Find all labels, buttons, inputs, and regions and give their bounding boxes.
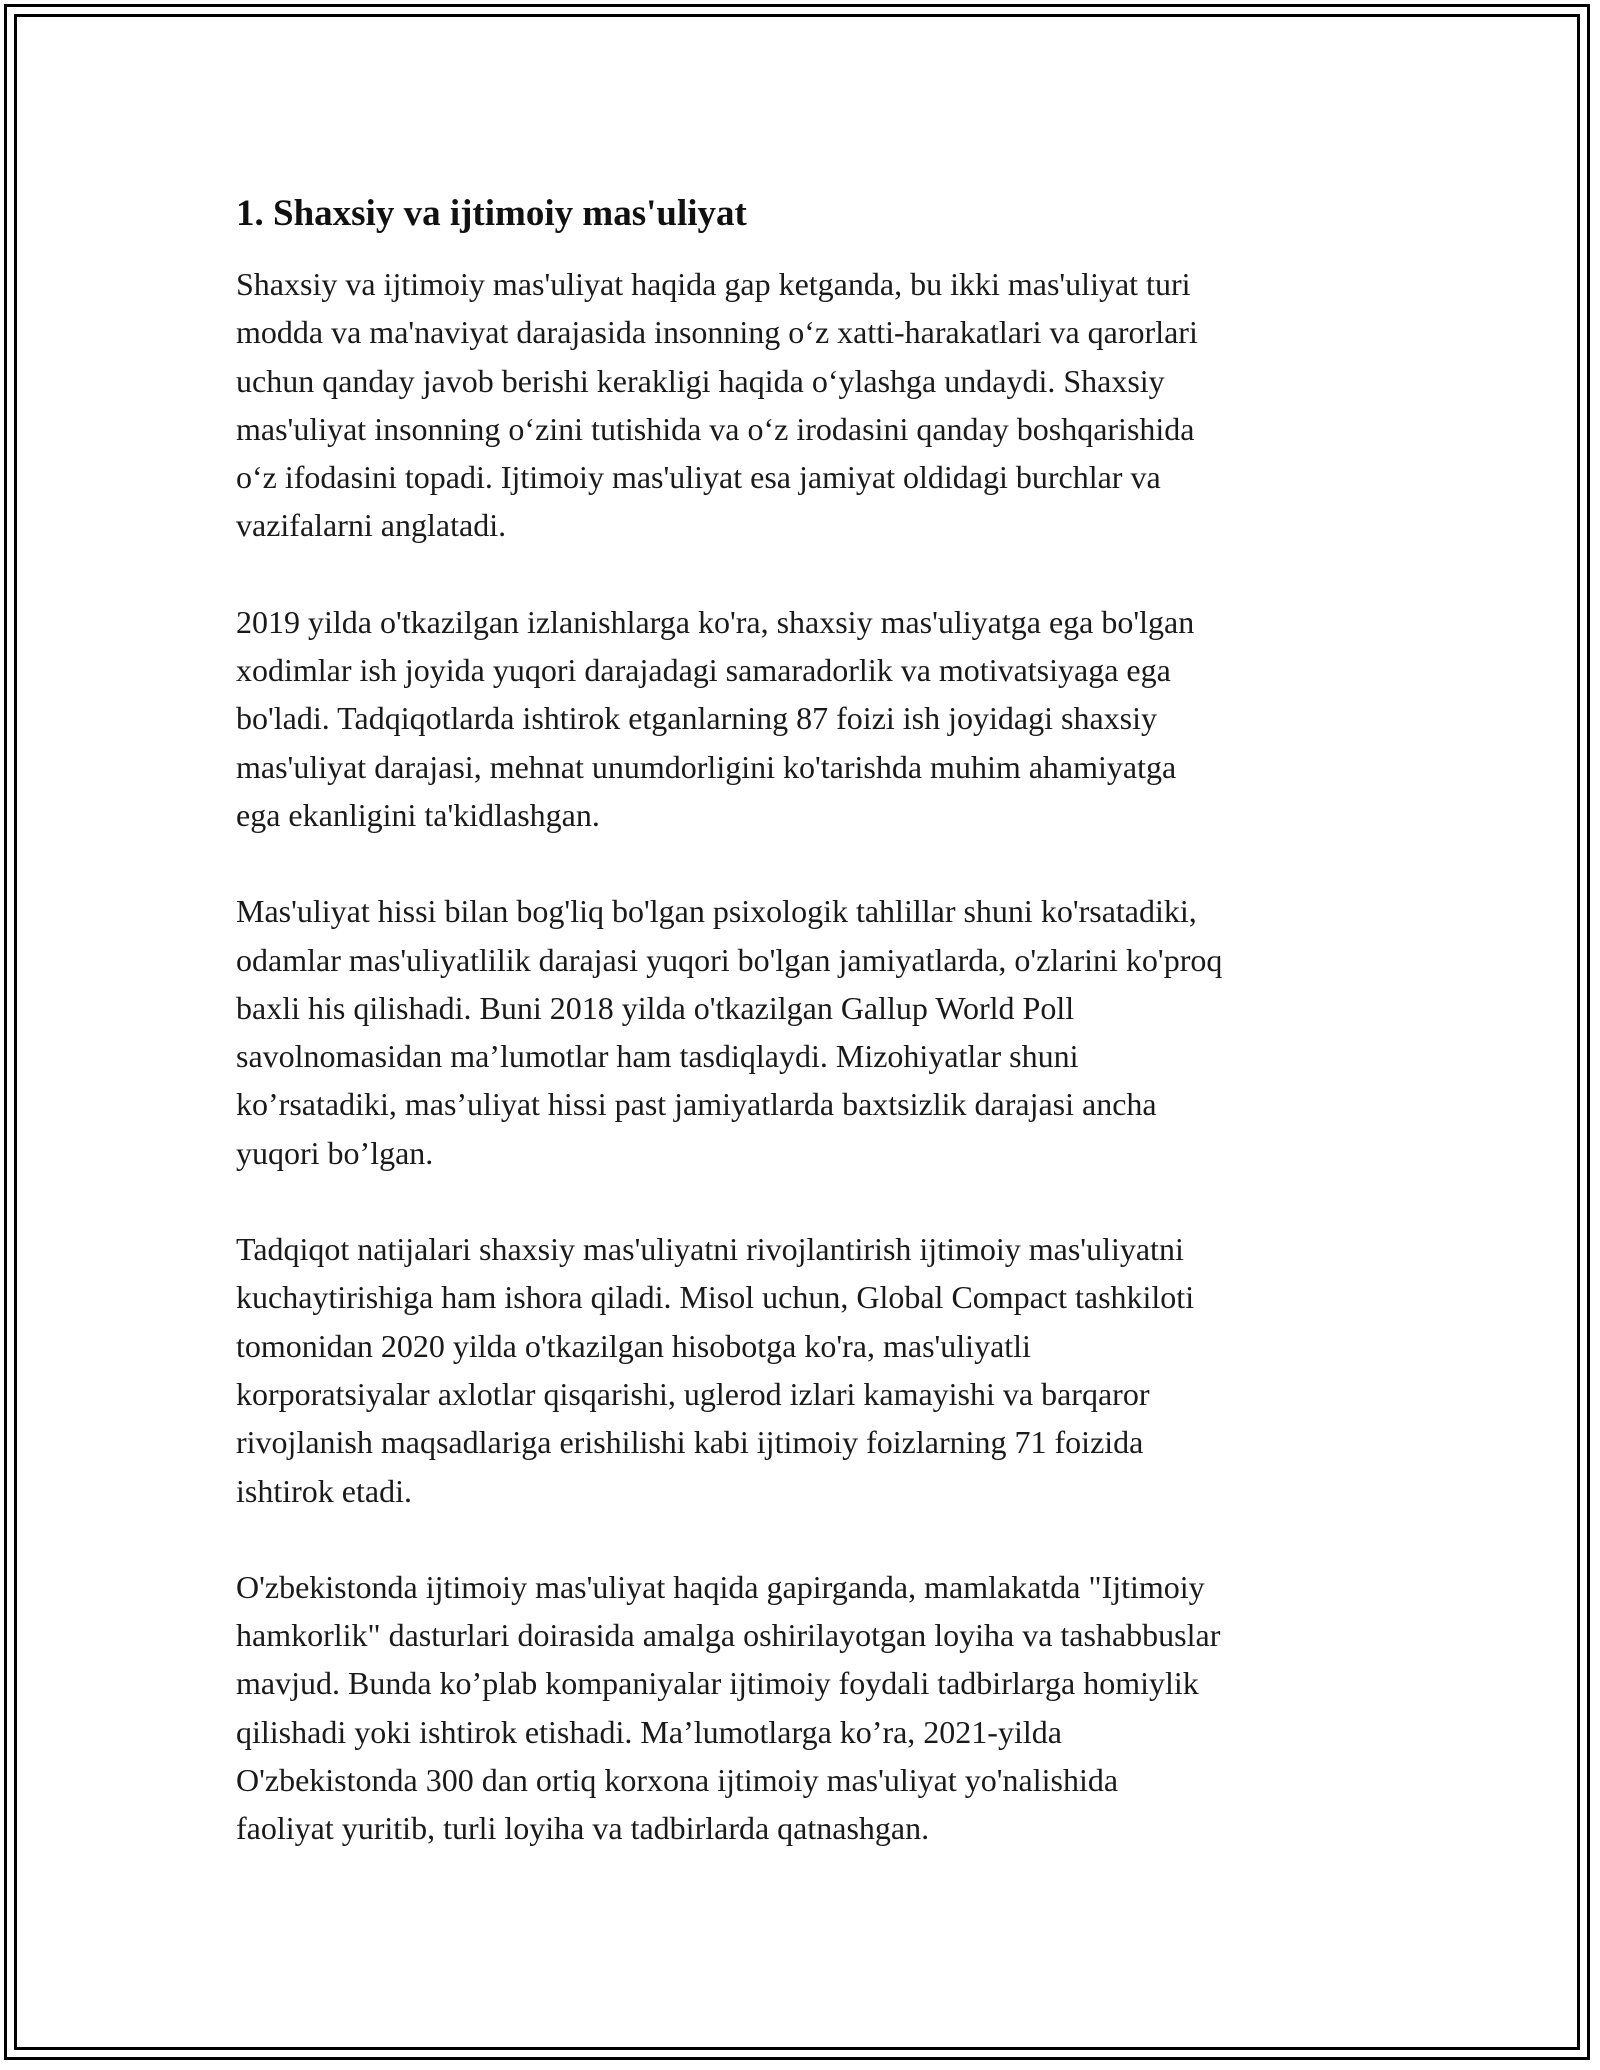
paragraph-line: bo'ladi. Tadqiqotlarda ishtirok etganlarning 87 foizi ish joyidagi shaxsiy [236, 700, 1157, 737]
paragraph-line: tomonidan 2020 yilda o'tkazilgan hisobotga ko'ra, mas'uliyatli [236, 1327, 1031, 1364]
paragraph-line: faoliyat yuritib, turli loyiha va tadbirlarda qatnashgan. [236, 1810, 930, 1847]
paragraph-line: kuchaytirishiga ham ishora qiladi. Misol uchun, Global Compact tashkiloti [236, 1279, 1195, 1316]
paragraph-line: 2019 yilda o'tkazilgan izlanishlarga ko'ra, shaxsiy mas'uliyatga ega bo'lgan [236, 603, 1195, 640]
paragraph-1 [236, 260, 1376, 550]
paragraph-line: Tadqiqot natijalari shaxsiy mas'uliyatni rivojlantirish ijtimoiy mas'uliyatni [236, 1231, 1184, 1268]
paragraph-line: ishtirok etadi. [236, 1472, 412, 1509]
paragraph-line: ega ekanligini ta'kidlashgan. [236, 796, 600, 833]
paragraph-2 [236, 598, 1376, 839]
paragraph-line: odamlar mas'uliyatlilik darajasi yuqori bo'lgan jamiyatlarda, o'zlarini ko'proq [236, 941, 1223, 978]
paragraph-line: xodimlar ish joyida yuqori darajadagi samaradorlik va motivatsiyaga ega [236, 652, 1171, 689]
paragraph-line: O'zbekistonda ijtimoiy mas'uliyat haqida gapirganda, mamlakatda "Ijtimoiy [236, 1568, 1205, 1605]
paragraph-line: ko’rsatadiki, mas’uliyat hissi past jamiyatlarda baxtsizlik darajasi ancha [236, 1086, 1157, 1123]
paragraph-line: O'zbekistonda 300 dan ortiq korxona ijtimoiy mas'uliyat yo'nalishida [236, 1762, 1119, 1799]
paragraph-line: modda va ma'naviyat darajasida insonning o‘z xatti-harakatlari va qarorlari [236, 314, 1198, 351]
paragraph-line: baxli his qilishadi. Buni 2018 yilda o'tkazilgan Gallup World Poll [236, 989, 1075, 1026]
paragraph-line: o‘z ifodasini topadi. Ijtimoiy mas'uliyat esa jamiyat oldidagi burchlar va [236, 459, 1161, 496]
paragraph-line: Mas'uliyat hissi bilan bog'liq bo'lgan psixologik tahlillar shuni ko'rsatadiki, [236, 893, 1197, 930]
paragraph-line: yuqori bo’lgan. [236, 1134, 434, 1171]
paragraph-line: hamkorlik" dasturlari doirasida amalga oshirilayotgan loyiha va tashabbuslar [236, 1617, 1221, 1654]
paragraph-line: savolnomasidan ma’lumotlar ham tasdiqlaydi. Mizohiyatlar shuni [236, 1038, 1079, 1075]
paragraph-line: qilishadi yoki ishtirok etishadi. Ma’lumotlarga ko’ra, 2021-yilda [236, 1713, 1062, 1750]
document-body [236, 186, 1376, 1901]
paragraph-line: mas'uliyat darajasi, mehnat unumdorligini ko'tarishda muhim ahamiyatga [236, 748, 1177, 785]
paragraph-line: Shaxsiy va ijtimoiy mas'uliyat haqida gap ketganda, bu ikki mas'uliyat turi [236, 266, 1191, 302]
paragraph-line: mavjud. Bunda ko’plab kompaniyalar ijtimoiy foydali tadbirlarga homiylik [236, 1665, 1199, 1702]
paragraph-5 [236, 1563, 1376, 1853]
paragraph-3 [236, 887, 1376, 1177]
paragraph-line: korporatsiyalar axlotlar qisqarishi, uglerod izlari kamayishi va barqaror [236, 1375, 1150, 1412]
paragraph-4 [236, 1225, 1376, 1515]
section-heading: 1. Shaxsiy va ijtimoiy mas'uliyat [236, 193, 747, 234]
paragraph-line: uchun qanday javob berishi kerakligi haqida o‘ylashga undaydi. Shaxsiy [236, 362, 1165, 399]
paragraph-line: vazifalarni anglatadi. [236, 507, 507, 544]
paragraph-line: rivojlanish maqsadlariga erishilishi kabi ijtimoiy foizlarning 71 foizida [236, 1424, 1144, 1461]
paragraph-line: mas'uliyat insonning o‘zini tutishida va o‘z irodasini qanday boshqarishida [236, 410, 1195, 447]
